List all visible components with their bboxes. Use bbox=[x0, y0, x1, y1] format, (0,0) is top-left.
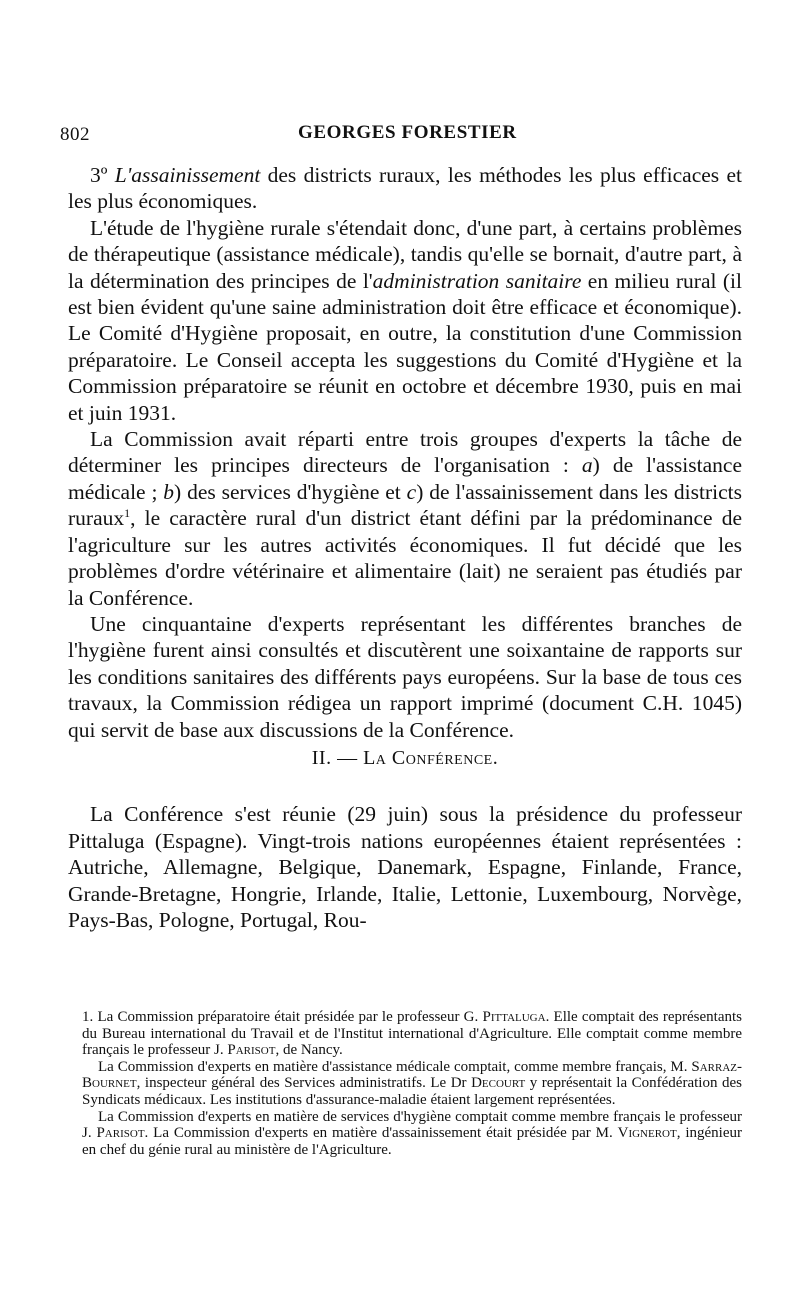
section-heading: II. — La Conférence. bbox=[311, 746, 499, 769]
paragraph-experts: Une cinquantaine d'experts représentant les différentes branches de l'hygiène furent ainsi consultés et discutèrent une soixantaine de rapports sur les conditions sanitaires des différents pays européens. Sur la base de tous ces travaux, la Commission rédigea un rapport imprimé (document C.H. 1045) qui servit de base aux discussions de la Conférence. bbox=[68, 611, 742, 742]
paragraph-assainissement: 3º L'assainissement des districts ruraux, les méthodes les plus efficaces et les plus économiques. bbox=[68, 163, 742, 214]
running-title: GEORGES FORESTIER bbox=[298, 122, 517, 143]
footnote-assistance: La Commission d'experts en matière d'assistance médicale comptait, comme membre français, M. Sarraz-Bournet, inspecteur général des Services administratifs. Le Dr Decourt y représentait la Confédération des Syndicats médicaux. Les institutions d'assurance-maladie étaient largement représentées. bbox=[82, 1058, 742, 1108]
page-header bbox=[60, 118, 740, 148]
paragraph-commission: La Commission avait réparti entre trois groupes d'experts la tâche de déterminer les principes directeurs de l'organisation : a) de l'assistance médicale ; b) des services d'hygiène et c) de l'assainissement dans les districts ruraux$^1$, le caractère rural d'un district étant défini par la prédominance de l'agriculture sur les autres activités économiques. Il fut décidé que les problèmes d'ordre vétérinaire et alimentaire (lait) ne seraient pas étudiés par la Conférence. bbox=[68, 427, 742, 610]
footnotes bbox=[82, 1009, 742, 1158]
page-number: 802 bbox=[60, 124, 90, 145]
body-text bbox=[68, 162, 742, 933]
footnote-ref: 1 bbox=[124, 506, 131, 521]
footnote-1: 1. La Commission préparatoire était présidée par le professeur G. Pittaluga. Elle comptait des représentants du Bureau international du Travail et de l'Institut international d'Agriculture. Elle comptait comme membre français le professeur J. Parisot, de Nancy. bbox=[82, 1009, 742, 1059]
paragraph-etude-hygiene: L'étude de l'hygiène rurale s'étendait donc, d'une part, à certains problèmes de thérapeutique (assistance médicale), tandis qu'elle se bornait, d'autre part, à la détermination des principes de l'administration sanitaire en milieu rural (il est bien évident qu'une saine administration doit être efficace et économique). Le Comité d'Hygiène proposait, en outre, la constitution d'une Commission préparatoire. Le Conseil accepta les suggestions du Comité d'Hygiène et la Commission préparatoire se réunit en octobre et décembre 1930, puis en mai et juin 1931. bbox=[68, 215, 743, 425]
footnote-hygiene: La Commission d'experts en matière de services d'hygiène comptait comme membre français le professeur J. Parisot. La Commission d'experts en matière d'assainissement était présidée par M. Vignerot, ingénieur en chef du génie rural au ministère de l'Agriculture. bbox=[82, 1108, 742, 1158]
paragraph-conference: La Conférence s'est réunie (29 juin) sous la présidence du professeur Pittaluga (Espagne). Vingt-trois nations européennes étaient représentées : Autriche, Allemagne, Belgique, Danemark, Espagne, Finlande, France, Grande-Bretagne, Hongrie, Irlande, Italie, Lettonie, Luxembourg, Norvège, Pays-Bas, Pologne, Portugal, Rou- bbox=[68, 802, 742, 932]
